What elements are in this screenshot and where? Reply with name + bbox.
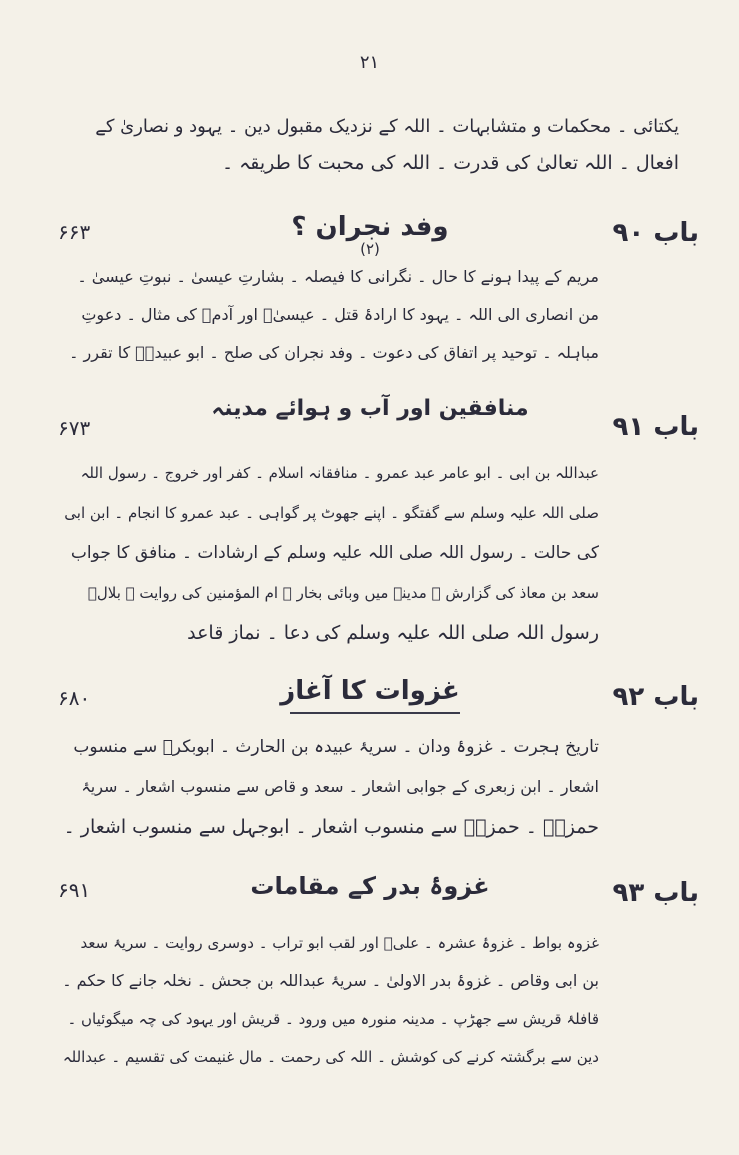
chapter-92-line-3: حمزہؓ ۔ حمزہؓ سے منسوب اشعار ۔ ابوجہل سے منسوب اشعار ۔ xyxy=(63,816,599,838)
chapter-page-93: ۶۹۱ xyxy=(58,878,91,902)
page-number: ۲۱ xyxy=(359,52,380,73)
chapter-page-91: ۶۷۳ xyxy=(58,416,91,440)
chapter-title-91: منافقین اور آب و ہوائے مدینہ xyxy=(211,396,529,421)
chapter-90-line-3: مباہلہ ۔ توحید پر اتفاق کی دعوت ۔ وفد نجران کی صلح ۔ ابو عبیدہؓ کا تقرر ۔ xyxy=(69,343,599,362)
chapter-page-92: ۶۸۰ xyxy=(58,686,91,710)
chapter-91-line-1: عبداللہ بن ابی ۔ ابو عامر عبد عمرو ۔ منافقانہ اسلام ۔ کفر اور خروج ۔ رسول اللہ xyxy=(80,464,599,482)
chapter-page-90: ۶۶۳ xyxy=(58,220,91,244)
chapter-91-line-3: کی حالت ۔ رسول اللہ صلی اللہ علیہ وسلم کے ارشادات ۔ منافق کا جواب xyxy=(70,543,599,563)
chapter-91-line-5: رسول اللہ صلی اللہ علیہ وسلم کی دعا ۔ نماز قاعد xyxy=(187,622,599,644)
intro-line-1: یکتائی ۔ محکمات و متشابہات ۔ اللہ کے نزدیک مقبول دین ۔ یہود و نصاریٰ کے xyxy=(95,116,679,137)
chapter-91-line-4: سعد بن معاذ کی گزارش ۔ مدینہ میں وبائی بخار ۔ ام المؤمنین کی روایت ۔ بلالؓ xyxy=(87,584,599,602)
chapter-label-93: باب ۹۳ xyxy=(612,878,699,908)
chapter-91-line-2: صلی اللہ علیہ وسلم سے گفتگو ۔ اپنے جھوٹ پر گواہی ۔ عبد عمرو کا انجام ۔ ابن ابی xyxy=(64,504,599,522)
chapter-93-line-4: دین سے برگشتہ کرنے کی کوشش ۔ اللہ کی رحمت ۔ مال غنیمت کی تقسیم ۔ عبداللہ xyxy=(62,1048,599,1066)
chapter-label-92: باب ۹۲ xyxy=(612,682,699,712)
chapter-90-line-1: مریم کے پیدا ہونے کا حال ۔ نگرانی کا فیصلہ ۔ بشارتِ عیسیٰ ۔ نبوتِ عیسیٰ ۔ xyxy=(77,267,599,286)
chapter-93-line-1: غزوہ بواط ۔ غزوۂ عشرہ ۔ علیؓ اور لقب ابو تراب ۔ دوسری روایت ۔ سریۂ سعد xyxy=(80,934,599,952)
chapter-title-93: غزوۂ بدر کے مقامات xyxy=(250,872,490,900)
chapter-90-line-2: من انصاری الی اللہ ۔ یہود کا ارادۂ قتل ۔ عیسیٰؑ اور آدمؑ کی مثال ۔ دعوتِ xyxy=(81,305,599,324)
chapter-subtitle-90: (۲) xyxy=(360,240,380,258)
chapter-title-92: غزوات کا آغاز xyxy=(280,676,460,706)
chapter-label-91: باب ۹۱ xyxy=(612,412,699,442)
chapter-93-line-2: بن ابی وقاص ۔ غزوۂ بدر الاولیٰ ۔ سریۂ عبداللہ بن جحش ۔ نخلہ جانے کا حکم ۔ xyxy=(62,971,599,990)
chapter-92-line-2: اشعار ۔ ابن زبعری کے جوابی اشعار ۔ سعد و قاص سے منسوب اشعار ۔ سریۂ xyxy=(81,777,599,796)
chapter-title-90: وفد نجران ؟ xyxy=(291,212,449,242)
chapter-93-line-3: قافلۂ قریش سے جھڑپ ۔ مدینہ منورہ میں ورود ۔ قریش اور یہود کی چہ میگوئیاں ۔ xyxy=(67,1010,599,1028)
chapter-label-90: باب ۹۰ xyxy=(612,218,699,248)
intro-line-2: افعال ۔ اللہ تعالیٰ کی قدرت ۔ اللہ کی محبت کا طریقہ ۔ xyxy=(221,152,679,174)
chapter-title-92-underline xyxy=(290,712,460,714)
chapter-92-line-1: تاریخ ہجرت ۔ غزوۂ ودان ۔ سریۂ عبیدہ بن الحارث ۔ ابوبکرؓ سے منسوب xyxy=(73,737,599,757)
